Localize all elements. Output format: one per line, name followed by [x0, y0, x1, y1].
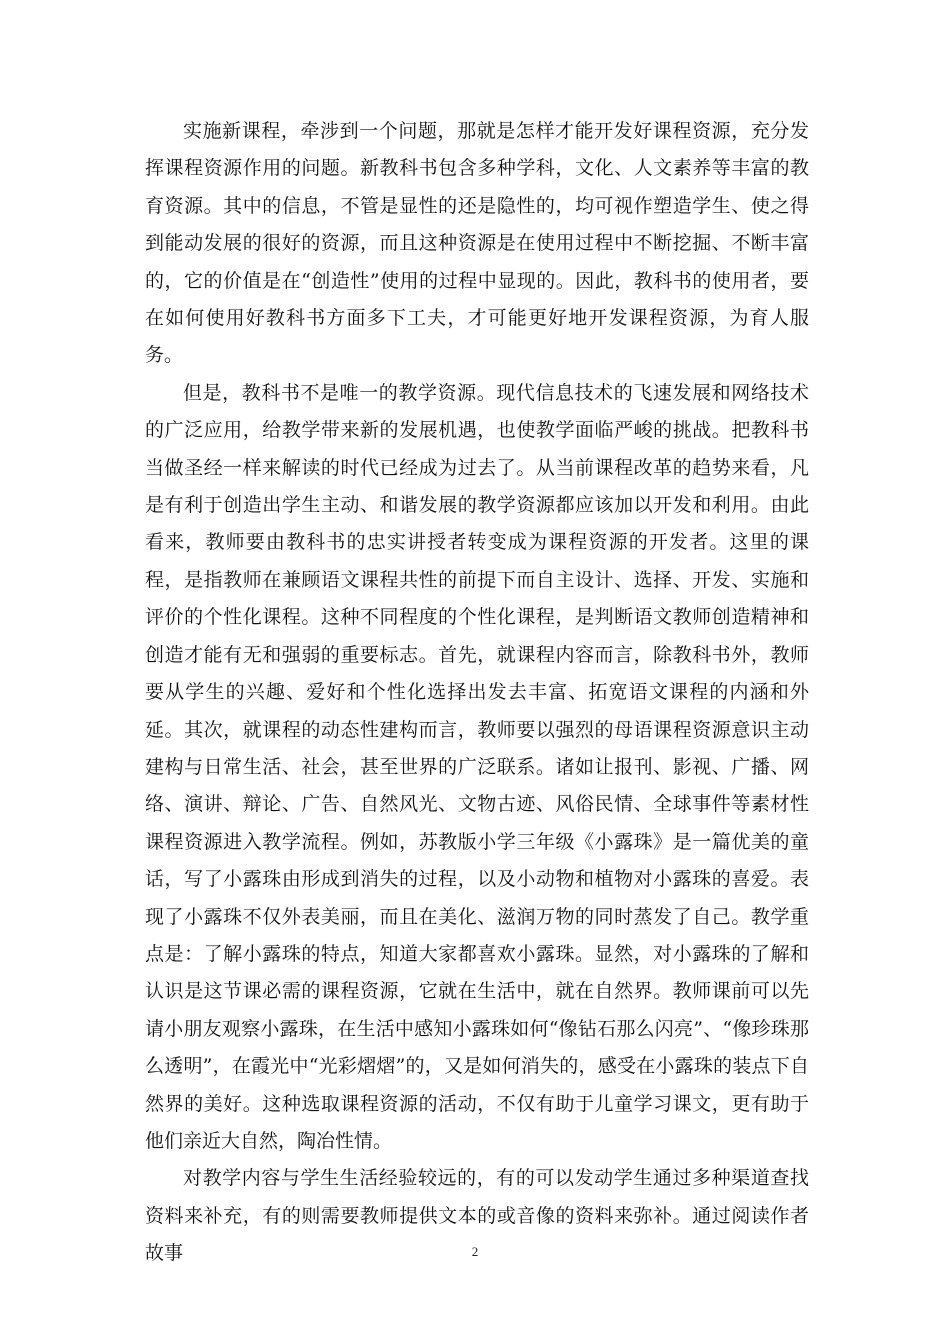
- body-text: [145, 113, 809, 1273]
- paragraph-3: 对教学内容与学生生活经验较远的，有的可以发动学生通过多种渠道查找资料来补充，有的则需要教师提供文本的或音像的资料来弥补。通过阅读作者故事: [145, 1167, 809, 1265]
- paragraph-2: 但是，教科书不是唯一的教学资源。现代信息技术的飞速发展和网络技术的广泛应用，给教学带来新的发展机遇，也使教学面临严峻的挑战。把教科书当做圣经一样来解读的时代已经成为过去了。从当前课程改革的趋势来看，凡是有利于创造出学生主动、和谐发展的教学资源都应该加以开发和利用。由此看来，教师要由教科书的忠实讲授者转变成为课程资源的开发者。这里的课程，是指教师在兼顾语文课程共性的前提下而自主设计、选择、开发、实施和评价的个性化课程。这种不同程度的个性化课程，是判断语文教师创造精神和创造才能有无和强弱的重要标志。首先，就课程内容而言，除教科书外，教师要从学生的兴趣、爱好和个性化选择出发去丰富、拓宽语文课程的内涵和外延。其次，就课程的动态性建构而言，教师要以强烈的母语课程资源意识主动建构与日常生活、社会，甚至世界的广泛联系。诸如让报刊、影视、广播、网络、演讲、辩论、广告、自然风光、文物古迹、风俗民情、全球事件等素材性课程资源进入教学流程。例如，苏教版小学三年级《小露珠》是一篇优美的童话，写了小露珠由形成到消失的过程，以及小动物和植物对小露珠的喜爱。表现了小露珠不仅外表美丽，而且在美化、滋润万物的同时蒸发了自己。教学重点是：了解小露珠的特点，知道大家都喜欢小露珠。显然，对小露珠的了解和认识是这节课必需的课程资源，它就在生活中，就在自然界。教师课前可以先请小朋友观察小露珠，在生活中感知小露珠如何“像钻石那么闪亮”、“像珍珠那么透明”，在霞光中“光彩熠熠”的，又是如何消失的，感受在小露珠的装点下自然界的美好。这种选取课程资源的活动，不仅有助于儿童学习课文，更有助于他们亲近大自然，陶冶性情。: [145, 381, 809, 1152]
- paragraph-1: 实施新课程，牵涉到一个问题，那就是怎样才能开发好课程资源，充分发挥课程资源作用的问题。新教科书包含多种学科，文化、人文素养等丰富的教育资源。其中的信息，不管是显性的还是隐性的，均可视作塑造学生、使之得到能动发展的很好的资源，而且这种资源是在使用过程中不断挖掘、不断丰富的，它的价值是在“创造性”使用的过程中显现的。因此，教科书的使用者，要在如何使用好教科书方面多下工夫，才可能更好地开发课程资源，为育人服务。: [145, 120, 809, 367]
- page-number: 2: [471, 1244, 479, 1259]
